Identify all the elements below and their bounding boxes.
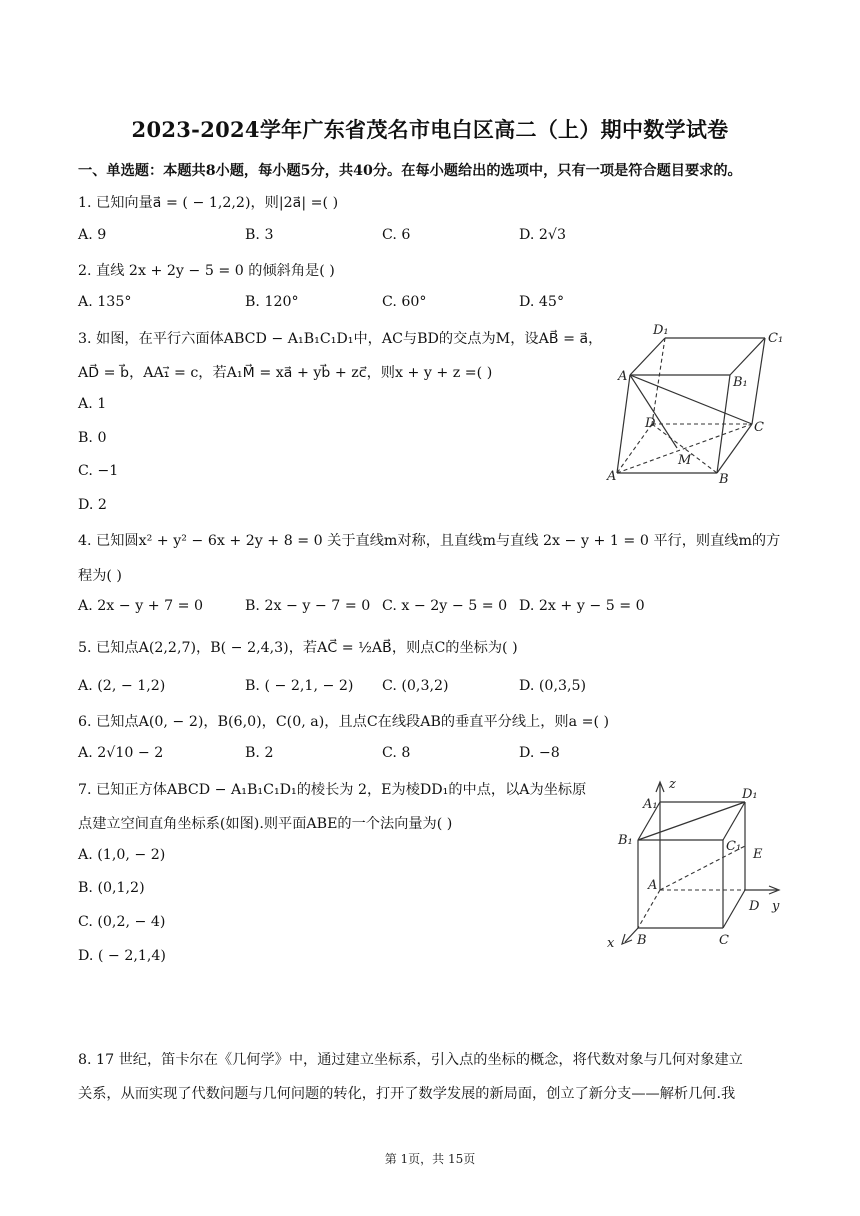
label-d1: D₁ bbox=[653, 323, 669, 338]
question-3-stem-line1: 3. 如图，在平行六面体ABCD − A₁B₁C₁D₁中，AC与BD的交点为M，设AB⃗ = a⃗， bbox=[78, 331, 603, 347]
q5-option-c: C. (0,3,2) bbox=[382, 678, 449, 694]
q6-option-a: A. 2√10 − 2 bbox=[78, 745, 164, 761]
q7-option-d: D. ( − 2,1,4) bbox=[78, 948, 166, 964]
page-footer: 第 1页，共 15页 bbox=[384, 1152, 476, 1166]
question-8-stem-line2: 关系，从而实现了代数问题与几何问题的转化，打开了数学发展的新局面，创立了新分支——解析几何.我 bbox=[78, 1086, 736, 1102]
label-b: B bbox=[637, 933, 647, 948]
label-z: z bbox=[669, 777, 676, 792]
q6-option-d: D. −8 bbox=[519, 745, 560, 761]
q2-option-b: B. 120° bbox=[245, 294, 299, 310]
q5-option-d: D. (0,3,5) bbox=[519, 678, 587, 694]
q7-option-b: B. (0,1,2) bbox=[78, 880, 145, 896]
q5-option-a: A. (2, − 1,2) bbox=[78, 678, 166, 694]
question-5-stem: 5. 已知点A(2,2,7)，B( − 2,4,3)，若AC⃗ = ½AB⃗，则点C的坐标为( ) bbox=[78, 640, 518, 656]
q1-option-d: D. 2√3 bbox=[519, 227, 566, 243]
q1-option-c: C. 6 bbox=[382, 227, 411, 243]
question-6-stem: 6. 已知点A(0, − 2)，B(6,0)，C(0, a)，且点C在线段AB的垂直平分线上，则a =( ) bbox=[78, 714, 610, 730]
label-m: M bbox=[678, 453, 692, 468]
question-4-stem-line2: 程为( ) bbox=[78, 568, 122, 584]
label-d: D bbox=[645, 416, 656, 431]
q2-option-d: D. 45° bbox=[519, 294, 565, 310]
label-a: A bbox=[648, 878, 658, 893]
q6-option-b: B. 2 bbox=[245, 745, 274, 761]
question-3-stem-line2: AD⃗ = b⃗，AA₁⃗ = c，若A₁M⃗ = xa⃗ + yb⃗ + zc⃗，则x + y + z =( ) bbox=[78, 365, 493, 381]
q3-option-d: D. 2 bbox=[78, 497, 107, 513]
q3-option-b: B. 0 bbox=[78, 430, 107, 446]
parallelepiped-figure bbox=[605, 318, 795, 486]
label-b1: B₁ bbox=[618, 833, 633, 848]
label-x: x bbox=[607, 936, 615, 951]
label-a1: A bbox=[618, 369, 628, 384]
q5-option-b: B. ( − 2,1, − 2) bbox=[245, 678, 354, 694]
label-d: D bbox=[749, 899, 760, 914]
edge-d1c1 bbox=[723, 802, 745, 840]
label-b1: B₁ bbox=[733, 375, 748, 390]
label-a1: A₁ bbox=[643, 797, 658, 812]
question-7-stem-line1: 7. 已知正方体ABCD − A₁B₁C₁D₁的棱长为 2，E为棱DD₁的中点，以A为坐标原 bbox=[78, 782, 587, 798]
question-4-stem-line1: 4. 已知圆x² + y² − 6x + 2y + 8 = 0 关于直线m对称，且直线m与直线 2x − y + 1 = 0 平行，则直线m的方 bbox=[78, 533, 781, 549]
edge-a1a bbox=[617, 375, 630, 473]
q4-option-c: C. x − 2y − 5 = 0 bbox=[382, 598, 508, 614]
question-1-stem: 1. 已知向量a⃗ = ( − 1,2,2)，则|2a⃗| =( ) bbox=[78, 195, 339, 211]
edge-cd bbox=[723, 890, 745, 928]
label-c: C bbox=[719, 933, 729, 948]
label-e: E bbox=[753, 847, 763, 862]
page-title: 2023-2024学年广东省茂名市电白区高二（上）期中数学试卷 bbox=[131, 117, 729, 142]
label-c1: C₁ bbox=[768, 331, 784, 346]
label-a: A bbox=[607, 469, 617, 484]
edge-c1c bbox=[752, 338, 765, 424]
section-heading: 一、单选题：本题共8小题，每小题5分，共40分。在每小题给出的选项中，只有一项是符合题目要求的。 bbox=[78, 163, 742, 179]
q7-option-c: C. (0,2, − 4) bbox=[78, 914, 166, 930]
q2-option-c: C. 60° bbox=[382, 294, 427, 310]
q3-option-c: C. −1 bbox=[78, 463, 119, 479]
q6-option-c: C. 8 bbox=[382, 745, 411, 761]
q4-option-b: B. 2x − y − 7 = 0 bbox=[245, 598, 371, 614]
q1-option-a: A. 9 bbox=[78, 227, 107, 243]
question-7-stem-line2: 点建立空间直角坐标系(如图).则平面ABE的一个法向量为( ) bbox=[78, 816, 453, 832]
label-y: y bbox=[772, 899, 780, 914]
q1-option-b: B. 3 bbox=[245, 227, 274, 243]
question-2-stem: 2. 直线 2x + 2y − 5 = 0 的倾斜角是( ) bbox=[78, 263, 335, 279]
label-c: C bbox=[754, 420, 764, 435]
q7-option-a: A. (1,0, − 2) bbox=[78, 847, 166, 863]
q4-option-d: D. 2x + y − 5 = 0 bbox=[519, 598, 645, 614]
q3-option-a: A. 1 bbox=[78, 396, 107, 412]
q2-option-a: A. 135° bbox=[78, 294, 132, 310]
label-c1: C₁ bbox=[726, 839, 742, 854]
question-8-stem-line1: 8. 17 世纪，笛卡尔在《几何学》中，通过建立坐标系，引入点的坐标的概念，将代数对象与几何对象建立 bbox=[78, 1052, 743, 1068]
q4-option-a: A. 2x − y + 7 = 0 bbox=[78, 598, 204, 614]
label-d1: D₁ bbox=[742, 787, 758, 802]
cube-axes-figure bbox=[605, 772, 795, 952]
hidden-edge-d1d bbox=[652, 338, 665, 424]
hidden-edge-ab bbox=[638, 890, 660, 928]
label-b: B bbox=[719, 472, 729, 486]
